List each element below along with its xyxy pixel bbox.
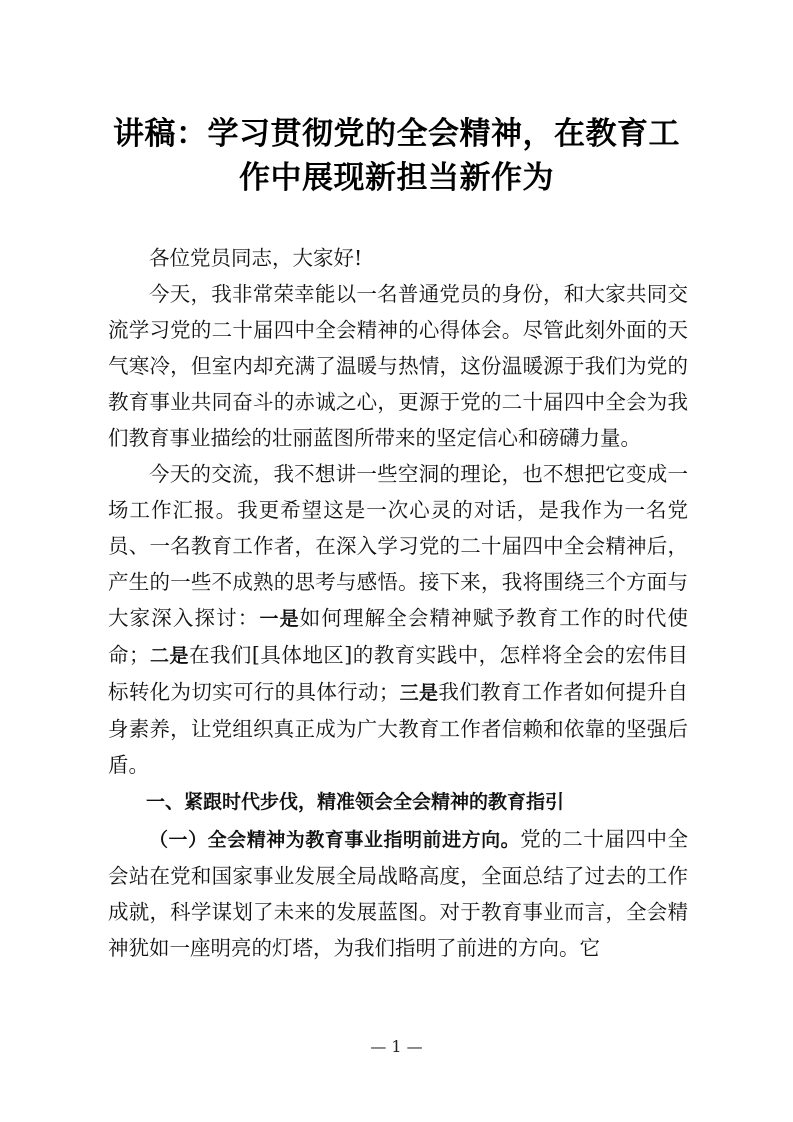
- paragraph-2-text-3: 在我们[具体地区]的教育实践中，怎样将全会的宏伟目标转化为切实可行的具体行动；: [108, 643, 688, 704]
- salutation: 各位党员同志，大家好!: [149, 246, 363, 270]
- title-line-1: 讲稿：学习贯彻党的全会精神，在教育工: [113, 116, 680, 152]
- paragraph-2-text-2: 如何理解全会精神赋予教育工作的时代使命；: [108, 606, 689, 667]
- paragraph-2-text-1: 今天的交流，我不想讲一些空洞的理论，也不想把它变成一场工作汇报。我更希望这是一次心灵的对话，是我作为一名党员、一名教育工作者，在深入学习党的二十届四中全会精神后，产生的一些不成熟的思考与感悟。接下来，我将围绕三个方面与大家深入探讨：: [108, 462, 688, 630]
- document-title: [100, 112, 693, 200]
- point-one-label: 一是: [259, 608, 300, 630]
- section-heading-1: 一、紧跟时代步伐，精准领会全会精神的教育指引: [146, 791, 565, 813]
- title-line-2: 作中展现新担当新作为: [239, 160, 554, 196]
- paragraph-1: 今天，我非常荣幸能以一名普通党员的身份，和大家共同交流学习党的二十届四中全会精神的心得体会。尽管此刻外面的天气寒冷，但室内却充满了温暖与热情，这份温暖源于我们为党的教育事业共同奋斗的赤诚之心，更源于党的二十届四中全会为我们教育事业描绘的壮丽蓝图所带来的坚定信心和磅礴力量。: [108, 282, 688, 450]
- subsection-1-paragraph: [108, 821, 688, 966]
- paragraph-2-text-4: 我们教育工作者如何提升自身素养，让党组织真正成为广大教育工作者信赖和依靠的坚强后盾。: [108, 680, 688, 777]
- document-body: [108, 240, 688, 966]
- subsection-1-heading: （一）全会精神为教育事业指明前进方向。: [149, 829, 521, 851]
- paragraph-2: [108, 456, 688, 783]
- point-two-label: 二是: [149, 645, 189, 667]
- point-three-label: 三是: [399, 682, 439, 704]
- page-number: — 1 —: [370, 1037, 423, 1056]
- subsection-1-text: 党的二十届四中全会站在党和国家事业发展全局战略高度，全面总结了过去的工作成就，科学谋划了未来的发展蓝图。对于教育事业而言，全会精神犹如一座明亮的灯塔，为我们指明了前进的方向。它: [108, 827, 688, 960]
